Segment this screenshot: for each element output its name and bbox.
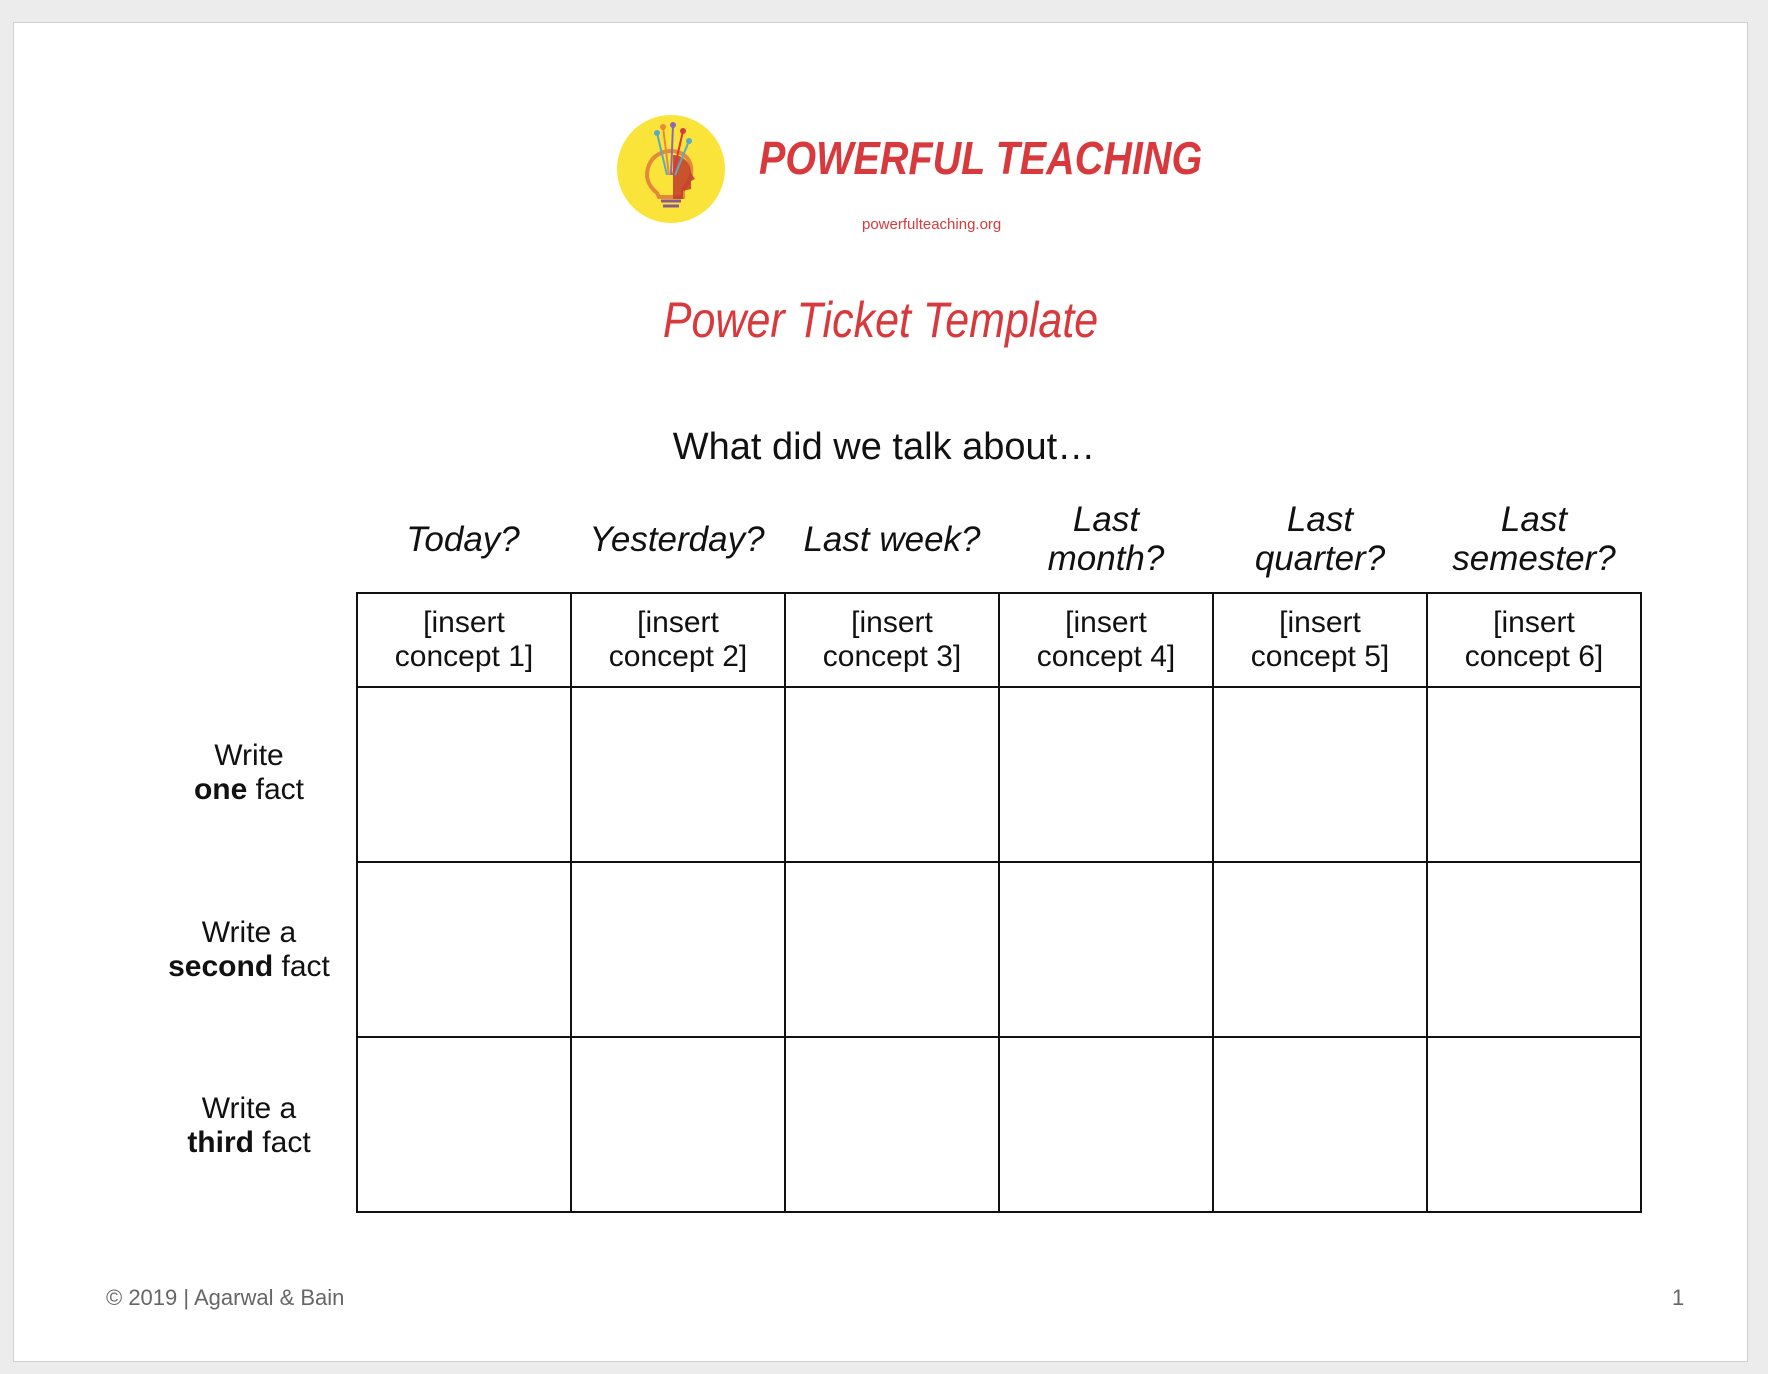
fact-cell[interactable] [571, 1037, 785, 1212]
fact-cell[interactable] [1427, 862, 1641, 1037]
fact-cell[interactable] [571, 687, 785, 862]
fact-cell[interactable] [357, 862, 571, 1037]
prompt-heading: What did we talk about… [672, 426, 1096, 468]
concept-row [357, 593, 1641, 687]
fact-cell[interactable] [1213, 862, 1427, 1037]
fact-row-3 [357, 1037, 1641, 1212]
column-header-last-quarter: Last quarter? [1254, 500, 1386, 578]
fact-cell[interactable] [999, 1037, 1213, 1212]
powerful-teaching-logo [617, 113, 1203, 243]
lightbulb-head-icon [617, 115, 725, 223]
fact-cell[interactable] [999, 862, 1213, 1037]
column-header-last-week: Last week? [803, 519, 981, 559]
power-ticket-table [356, 592, 1642, 1213]
document-page [13, 22, 1748, 1362]
fact-cell[interactable] [571, 862, 785, 1037]
row-label-third-fact: Write a third fact [187, 1092, 311, 1159]
row-label-second-fact: Write a second fact [168, 916, 330, 983]
page-title: Power Ticket Template [662, 292, 1099, 348]
fact-cell[interactable] [357, 1037, 571, 1212]
column-header-last-semester: Last semester? [1452, 500, 1616, 578]
concept-cell-4[interactable]: [insert concept 4] [999, 593, 1213, 687]
column-header-yesterday: Yesterday? [589, 519, 765, 559]
fact-cell[interactable] [999, 687, 1213, 862]
fact-cell[interactable] [1427, 1037, 1641, 1212]
fact-cell[interactable] [785, 687, 999, 862]
row-label-one-fact: Write one fact [193, 739, 305, 806]
concept-cell-6[interactable]: [insert concept 6] [1427, 593, 1641, 687]
page-number: 1 [1672, 1285, 1685, 1310]
column-header-last-month: Last month? [1047, 500, 1165, 578]
concept-cell-5[interactable]: [insert concept 5] [1213, 593, 1427, 687]
fact-row-2 [357, 862, 1641, 1037]
fact-row-1 [357, 687, 1641, 862]
fact-cell[interactable] [1213, 1037, 1427, 1212]
fact-cell[interactable] [357, 687, 571, 862]
concept-cell-1[interactable]: [insert concept 1] [357, 593, 571, 687]
brand-name: POWERFUL TEACHING [759, 132, 1203, 184]
concept-cell-2[interactable]: [insert concept 2] [571, 593, 785, 687]
brand-url: powerfulteaching.org [862, 216, 1002, 233]
fact-cell[interactable] [785, 862, 999, 1037]
copyright-footer: © 2019 | Agarwal & Bain [106, 1285, 345, 1310]
fact-cell[interactable] [1213, 687, 1427, 862]
concept-cell-3[interactable]: [insert concept 3] [785, 593, 999, 687]
fact-cell[interactable] [1427, 687, 1641, 862]
fact-cell[interactable] [785, 1037, 999, 1212]
column-header-today: Today? [406, 519, 520, 559]
